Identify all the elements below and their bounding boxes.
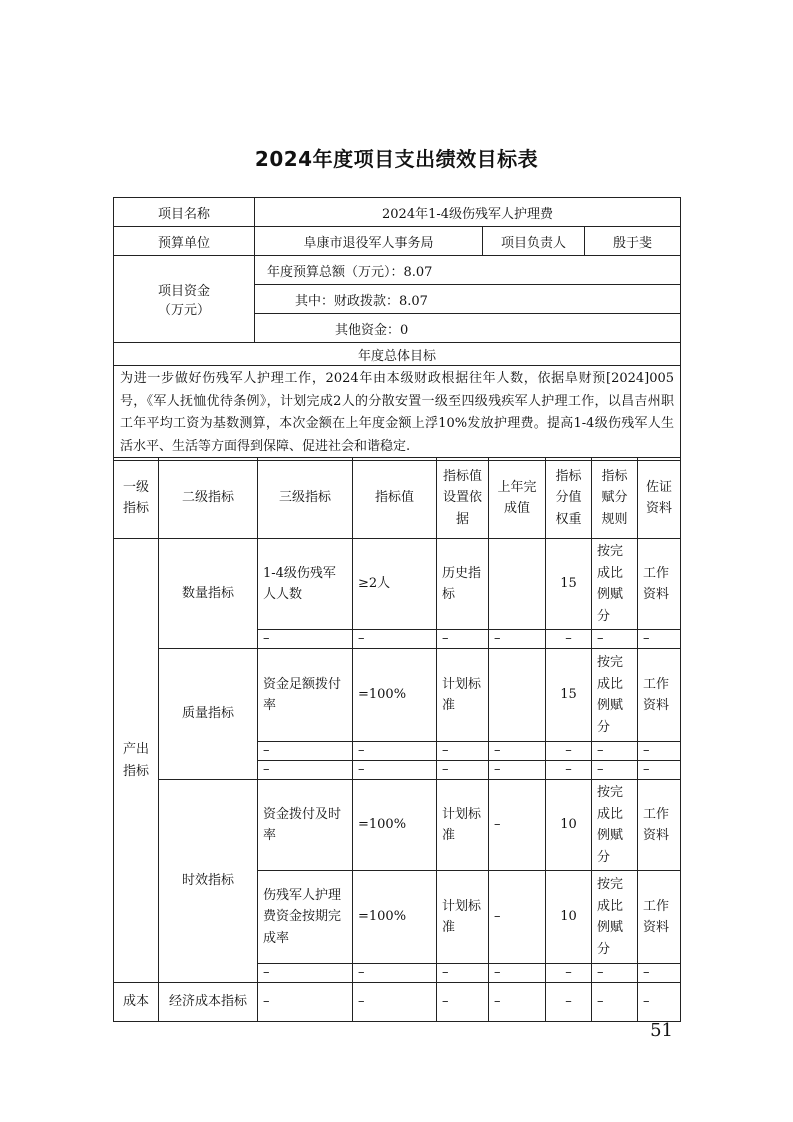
indicator-table [113,457,681,1022]
last-year-value [489,649,546,742]
scoring-rule: 按完成比例赋分 [592,780,638,871]
indicator-value: =100% [353,780,437,871]
evidence: – [638,742,681,761]
page-number: 51 [650,1020,673,1041]
last-year-value: – [489,780,546,871]
project-fund-label-line1: 项目资金 [157,284,210,299]
level2-indicator: 经济成本指标 [159,983,258,1022]
evidence: 工作资料 [638,649,681,742]
project-leader-value: 殷于斐 [585,227,681,256]
project-leader-label: 项目负责人 [483,227,585,256]
indicator-weight: 10 [546,780,592,871]
indicator-header-cell: 指标分值权重 [546,458,592,539]
project-info-table [113,197,681,461]
level3-indicator: – [258,983,353,1022]
project-name-label: 项目名称 [114,198,255,227]
last-year-value: – [489,742,546,761]
scoring-rule: 按完成比例赋分 [592,871,638,964]
annual-goal-header: 年度总体目标 [114,343,681,366]
indicator-weight: 10 [546,871,592,964]
level3-indicator: – [258,964,353,983]
indicator-header-row [114,458,681,539]
indicator-basis: – [437,630,489,649]
evidence: – [638,964,681,983]
indicator-value: ≥2人 [353,539,437,630]
indicator-header-cell: 二级指标 [159,458,258,539]
other-funds: 其他资金：0 [255,314,681,343]
indicator-value: – [353,964,437,983]
project-name-value: 2024年1-4级伤残军人护理费 [255,198,681,227]
finance-allocation: 其中：财政拨款：8.07 [255,285,681,314]
level3-indicator: 资金拨付及时率 [258,780,353,871]
indicator-weight: – [546,964,592,983]
evidence: – [638,983,681,1022]
last-year-value: – [489,761,546,780]
indicator-header-cell: 指标值设置依据 [437,458,489,539]
indicator-weight: – [546,630,592,649]
indicator-weight: – [546,983,592,1022]
indicator-row [114,983,681,1022]
last-year-value [489,539,546,630]
indicator-header-cell: 一级指标 [114,458,159,539]
indicator-weight: 15 [546,649,592,742]
scoring-rule: – [592,630,638,649]
level2-indicator: 时效指标 [159,780,258,983]
budget-unit-label: 预算单位 [114,227,255,256]
indicator-header-cell: 佐证资料 [638,458,681,539]
indicator-basis: – [437,964,489,983]
indicator-header-cell: 上年完成值 [489,458,546,539]
scoring-rule: – [592,742,638,761]
level3-indicator: – [258,761,353,780]
indicator-weight: – [546,742,592,761]
last-year-value: – [489,871,546,964]
level3-indicator: – [258,742,353,761]
level3-indicator: – [258,630,353,649]
evidence: 工作资料 [638,539,681,630]
indicator-value: – [353,742,437,761]
indicator-basis: 历史指标 [437,539,489,630]
last-year-value: – [489,964,546,983]
level3-indicator: 资金足额拨付率 [258,649,353,742]
indicator-weight: – [546,761,592,780]
indicator-basis: 计划标准 [437,780,489,871]
annual-budget-total: 年度预算总额（万元）：8.07 [255,256,681,285]
level1-indicator: 产出指标 [114,539,159,983]
evidence: – [638,761,681,780]
indicator-row [114,780,681,871]
indicator-weight: 15 [546,539,592,630]
page-title: 2024年度项目支出绩效目标表 [254,147,539,171]
level2-indicator: 数量指标 [159,539,258,649]
project-fund-label [114,256,255,343]
annual-goal-text: 为进一步做好伤残军人护理工作，2024年由本级财政根据往年人数，依据阜财预[2024]005号，《军人抚恤优待条例》，计划完成2人的分散安置一级至四级残疾军人护理工作，以昌吉州职工年平均工资为基数测算，本次金额在上年度金额上浮10%发放护理费。提高1-4级伤残军人生活水平、生活等方面得到保障、促进社会和谐稳定. [114,366,681,461]
indicator-basis: – [437,761,489,780]
indicator-value: – [353,983,437,1022]
level1-indicator: 成本 [114,983,159,1022]
budget-unit-value: 阜康市退役军人事务局 [255,227,483,256]
scoring-rule: – [592,761,638,780]
scoring-rule: 按完成比例赋分 [592,539,638,630]
scoring-rule: 按完成比例赋分 [592,649,638,742]
level3-indicator: 1-4级伤残军人人数 [258,539,353,630]
indicator-basis: 计划标准 [437,649,489,742]
evidence: 工作资料 [638,871,681,964]
indicator-basis: 计划标准 [437,871,489,964]
evidence: – [638,630,681,649]
level2-indicator: 质量指标 [159,649,258,780]
indicator-value: =100% [353,649,437,742]
indicator-row [114,539,681,630]
last-year-value: – [489,983,546,1022]
indicator-row [114,649,681,742]
indicator-value: =100% [353,871,437,964]
last-year-value: – [489,630,546,649]
indicator-basis: – [437,983,489,1022]
indicator-value: – [353,761,437,780]
indicator-basis: – [437,742,489,761]
indicator-header-cell: 三级指标 [258,458,353,539]
project-fund-label-line2: （万元） [157,303,210,318]
indicator-header-cell: 指标赋分规则 [592,458,638,539]
indicator-value: – [353,630,437,649]
scoring-rule: – [592,964,638,983]
scoring-rule: – [592,983,638,1022]
evidence: 工作资料 [638,780,681,871]
level3-indicator: 伤残军人护理费资金按期完成率 [258,871,353,964]
indicator-header-cell: 指标值 [353,458,437,539]
